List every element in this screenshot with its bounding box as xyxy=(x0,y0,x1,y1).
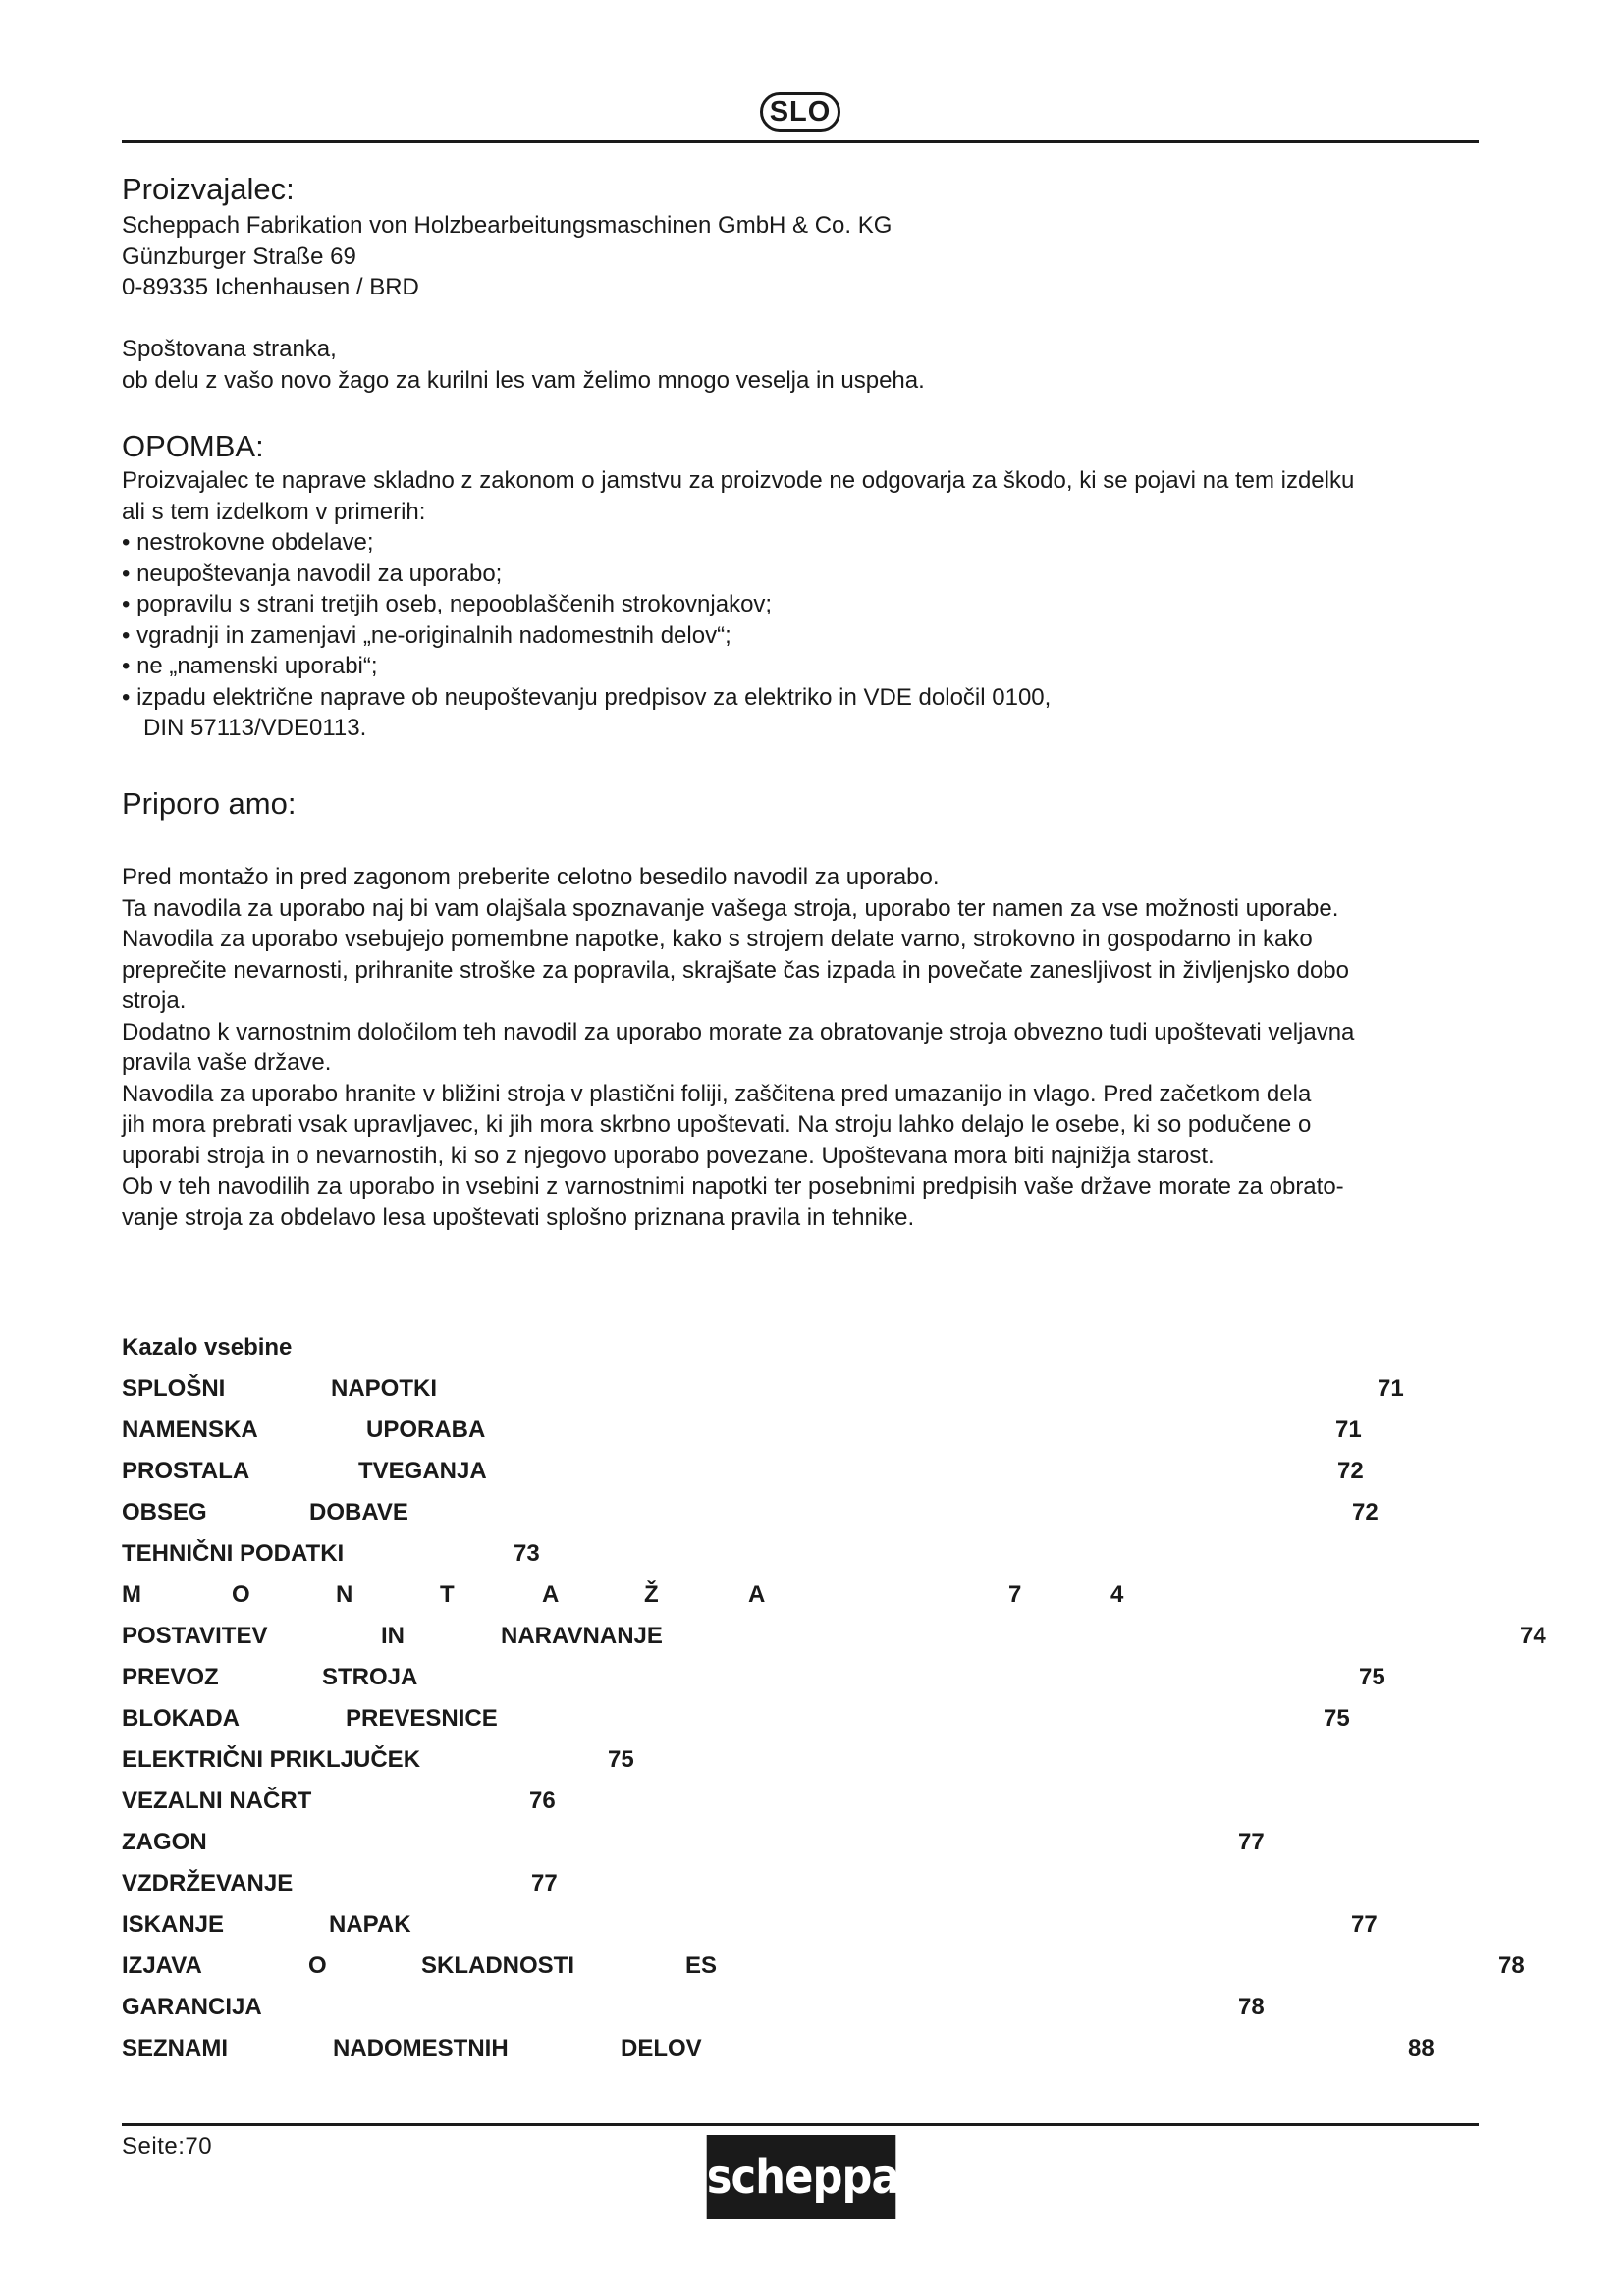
toc-letter: M xyxy=(122,1581,141,1608)
greeting-line: Spoštovana stranka, xyxy=(122,336,337,362)
toc-word: PROSTALA xyxy=(122,1458,250,1484)
toc-word: TEHNIČNI PODATKI xyxy=(122,1540,345,1567)
recommendation-section xyxy=(122,785,1487,823)
toc-page-number: 77 xyxy=(1351,1911,1378,1938)
toc-word: SPLOŠNI xyxy=(122,1375,226,1402)
toc-word: DELOV xyxy=(621,2035,702,2061)
toc-word: NARAVNANJE xyxy=(501,1623,663,1649)
toc-word: PREVESNICE xyxy=(346,1705,498,1732)
toc-row[interactable] xyxy=(0,1951,1624,1981)
toc-letter: T xyxy=(440,1581,455,1608)
note-bullet: • nestrokovne obdelave; xyxy=(122,529,374,556)
toc-row[interactable] xyxy=(0,1828,1624,1857)
toc-page-number: 72 xyxy=(1337,1458,1364,1484)
header-rule xyxy=(122,140,1479,143)
toc-row[interactable] xyxy=(0,1580,1624,1610)
toc-page-number: 88 xyxy=(1408,2035,1435,2061)
toc-row[interactable] xyxy=(0,1663,1624,1692)
recommendation-heading: Priporo amo: xyxy=(122,786,297,821)
note-heading: OPOMBA: xyxy=(122,429,264,463)
note-line: ali s tem izdelkom v primerih: xyxy=(122,498,426,525)
language-badge: SLO xyxy=(760,92,840,132)
recommendation-line: Navodila za uporabo vsebujejo pomembne napotke, kako s strojem delate varno, strokovno in gospodarno in kako xyxy=(122,926,1313,952)
toc-page-number: 73 xyxy=(514,1540,540,1567)
toc-word: NAPOTKI xyxy=(331,1375,437,1402)
toc-page-number: 76 xyxy=(529,1788,556,1814)
toc-row[interactable] xyxy=(0,1787,1624,1816)
toc-word: POSTAVITEV xyxy=(122,1623,268,1649)
page-number-label: Seite:70 xyxy=(122,2133,213,2160)
toc-word: VEZALNI NAČRT xyxy=(122,1788,312,1814)
toc-page-number: 71 xyxy=(1335,1416,1362,1443)
toc-letter: A xyxy=(542,1581,560,1608)
note-bullet-continuation: DIN 57113/VDE0113. xyxy=(143,715,367,741)
recommendation-line: uporabi stroja in o nevarnostih, ki so z njegovo uporabo povezane. Upoštevana mora biti najnižja starost. xyxy=(122,1142,1215,1169)
recommendation-body xyxy=(122,862,1487,1233)
recommendation-line: vanje stroja za obdelavo lesa upoštevati splošno priznana pravila in tehnike. xyxy=(122,1203,915,1231)
recommendation-line: stroja. xyxy=(122,988,187,1014)
toc-word: TVEGANJA xyxy=(358,1458,487,1484)
recommendation-line: Ob v teh navodilih za uporabo in vsebini z varnostnimi napotki ter posebnimi predpisih vaše države morate za obrato- xyxy=(122,1173,1344,1200)
scheppach-logo: scheppach xyxy=(707,2135,896,2219)
note-section xyxy=(122,428,1487,744)
address-line: Scheppach Fabrikation von Holzbearbeitungsmaschinen GmbH & Co. KG xyxy=(122,212,893,239)
recommendation-text xyxy=(122,862,1487,1233)
toc-page-number: 75 xyxy=(608,1746,634,1773)
toc-row[interactable] xyxy=(0,1910,1624,1940)
toc-letter: 4 xyxy=(1110,1581,1124,1608)
toc-word: UPORABA xyxy=(366,1416,486,1443)
recommendation-line: Dodatno k varnostnim določilom teh navodil za uporabo morate za obratovanje stroja obvezno tudi upoštevati veljavna xyxy=(122,1018,1355,1045)
toc-page-number: 71 xyxy=(1378,1375,1404,1402)
recommendation-line: Navodila za uporabo hranite v bližini stroja v plastični foliji, zaščitena pred umazanijo in vlago. Pred začetkom dela xyxy=(122,1080,1312,1107)
toc-page-number: 72 xyxy=(1352,1499,1379,1525)
manufacturer-heading: Proizvajalec: xyxy=(122,172,295,206)
address-line: Günzburger Straße 69 xyxy=(122,242,356,270)
toc-letter: O xyxy=(232,1581,250,1608)
toc-word: DOBAVE xyxy=(309,1499,408,1525)
greeting-text xyxy=(122,334,1487,396)
note-bullet: • neupoštevanja navodil za uporabo; xyxy=(122,560,503,587)
manufacturer-section xyxy=(122,171,1487,303)
toc-word: OBSEG xyxy=(122,1499,207,1525)
toc-letter: Ž xyxy=(644,1581,659,1608)
recommendation-line: Ta navodila za uporabo naj bi vam olajšala spoznavanje vašega stroja, uporabo ter namen za vse možnosti uporabe. xyxy=(122,894,1339,922)
toc-row[interactable] xyxy=(0,1622,1624,1651)
greeting-section xyxy=(122,334,1487,396)
toc-word: GARANCIJA xyxy=(122,1994,262,2020)
toc-row[interactable] xyxy=(0,1993,1624,2022)
toc-word: STROJA xyxy=(322,1664,418,1690)
toc-letter: 7 xyxy=(1008,1581,1022,1608)
toc-word: BLOKADA xyxy=(122,1705,240,1732)
toc-word: NAMENSKA xyxy=(122,1416,258,1443)
note-bullet: • vgradnji in zamenjavi „ne-originalnih nadomestnih delov“; xyxy=(122,621,731,649)
toc-word: ES xyxy=(685,1952,718,1979)
toc-page-number: 78 xyxy=(1498,1952,1525,1979)
toc-word: NADOMESTNIH xyxy=(333,2035,509,2061)
note-text xyxy=(122,465,1487,744)
toc-page-number: 77 xyxy=(1238,1829,1265,1855)
recommendation-line: preprečite nevarnosti, prihranite stroške za popravila, skrajšate čas izpada in povečate zanesljivost in življenjsko dobo xyxy=(122,956,1349,984)
toc-word: SKLADNOSTI xyxy=(421,1952,574,1979)
toc-word: NAPAK xyxy=(329,1911,411,1938)
toc-word: IN xyxy=(381,1623,405,1649)
toc-row[interactable] xyxy=(0,1498,1624,1527)
toc-page-number: 74 xyxy=(1520,1623,1546,1649)
address-line: 0-89335 Ichenhausen / BRD xyxy=(122,274,419,300)
toc-word: SEZNAMI xyxy=(122,2035,228,2061)
toc-row[interactable] xyxy=(0,1374,1624,1404)
toc-word: ZAGON xyxy=(122,1829,207,1855)
recommendation-line: pravila vaše države. xyxy=(122,1049,332,1076)
toc-word: PREVOZ xyxy=(122,1664,219,1690)
toc-page-number: 77 xyxy=(531,1870,558,1896)
toc-word: VZDRŽEVANJE xyxy=(122,1870,294,1896)
toc-row[interactable] xyxy=(0,1415,1624,1445)
toc-word: IZJAVA xyxy=(122,1952,202,1979)
toc-title: Kazalo vsebine xyxy=(122,1334,293,1361)
note-bullet: • popravilu s strani tretjih oseb, nepooblaščenih strokovnjakov; xyxy=(122,591,773,617)
toc-page-number: 78 xyxy=(1238,1994,1265,2020)
toc-letter: A xyxy=(748,1581,766,1608)
footer-rule xyxy=(122,2123,1479,2126)
toc-word: O xyxy=(308,1952,327,1979)
toc-word: ELEKTRIČNI PRIKLJUČEK xyxy=(122,1746,421,1773)
toc-word: ISKANJE xyxy=(122,1911,225,1938)
greeting-line: ob delu z vašo novo žago za kurilni les vam želimo mnogo veselja in uspeha. xyxy=(122,366,925,394)
toc-page-number: 75 xyxy=(1324,1705,1350,1732)
toc-letter: N xyxy=(336,1581,353,1608)
toc-row[interactable] xyxy=(0,1745,1624,1775)
recommendation-line: jih mora prebrati vsak upravljavec, ki jih mora skrbno upoštevati. Na stroju lahko delajo le osebe, ki so podučene o xyxy=(122,1111,1312,1138)
note-bullet: • ne „namenski uporabi“; xyxy=(122,653,378,679)
toc-row[interactable] xyxy=(0,1457,1624,1486)
toc-row[interactable] xyxy=(0,1869,1624,1898)
toc-row[interactable] xyxy=(0,2034,1624,2063)
toc-page-number: 75 xyxy=(1359,1664,1385,1690)
manufacturer-address xyxy=(122,210,1487,303)
recommendation-line: Pred montažo in pred zagonom preberite celotno besedilo navodil za uporabo. xyxy=(122,864,940,890)
toc-row[interactable] xyxy=(0,1704,1624,1734)
note-bullet: • izpadu električne naprave ob neupoštevanju predpisov za elektriko in VDE določil 0100, xyxy=(122,683,1052,711)
toc-row[interactable] xyxy=(0,1539,1624,1569)
note-line: Proizvajalec te naprave skladno z zakonom o jamstvu za proizvode ne odgovarja za škodo, ki se pojavi na tem izdelku xyxy=(122,467,1355,494)
